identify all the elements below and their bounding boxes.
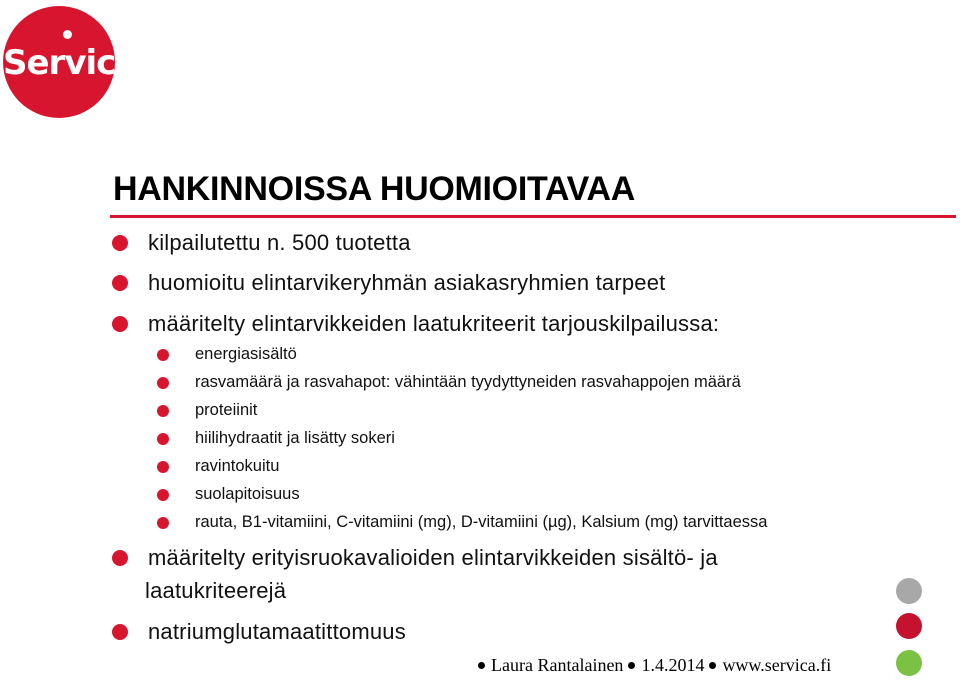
sub-bullet-text: proteiinit [195,401,258,419]
sub-bullet-icon [157,489,169,501]
green-circle-icon [896,650,922,676]
bullet-icon [112,275,128,291]
footer-url[interactable]: www.servica.fi [722,655,832,675]
bullet-icon [112,316,128,332]
bullet-icon [112,624,128,640]
footer-dot-icon [709,662,716,669]
footer-author: Laura Rantalainen [491,655,624,675]
bullet-text: huomioitu elintarvikeryhmän asiakasryhmien tarpeet [148,270,666,295]
bullet-text: kilpailutettu n. 500 tuotetta [148,230,411,255]
sub-bullet-text: ravintokuitu [195,457,280,475]
sub-bullet-item [195,485,300,504]
sub-bullet-text: suolapitoisuus [195,485,300,503]
bullet-item [148,270,665,296]
sub-bullet-item [195,373,741,392]
bullet-item [148,545,718,571]
sub-bullet-text: rasvamäärä ja rasvahapot: vähintään tyydyttyneiden rasvahappojen määrä [195,373,741,391]
footer [478,655,831,676]
sub-bullet-icon [157,377,169,389]
bullet-item [148,311,719,337]
bullet-item [148,619,406,645]
title-underline [110,215,956,218]
footer-dot-icon [478,662,485,669]
bullet-text: määritelty elintarvikkeiden laatukriteerit tarjouskilpailussa: [148,311,720,336]
logo-dot [63,30,72,39]
page-title: HANKINNOISSA HUOMIOITAVAA [113,170,636,208]
logo-text: Servica [3,43,138,83]
sub-bullet-icon [157,349,169,361]
footer-dot-icon [628,662,635,669]
bullet-text: määritelty erityisruokavalioiden elintarvikkeiden sisältö- ja [148,545,718,570]
sub-bullet-icon [157,433,169,445]
sub-bullet-item [195,457,279,476]
bullet-item [148,230,411,256]
sub-bullet-icon [157,517,169,529]
sub-bullet-icon [157,461,169,473]
servica-logo [3,6,138,118]
sub-bullet-text: energiasisältö [195,345,297,363]
bullet-text-continuation: laatukriteerejä [145,578,287,603]
sub-bullet-item [195,429,395,448]
bullet-icon [112,550,128,566]
sub-bullet-icon [157,405,169,417]
bullet-icon [112,235,128,251]
sub-bullet-item [195,345,297,364]
grey-circle-icon [896,578,922,604]
sub-bullet-item [195,401,257,420]
footer-date: 1.4.2014 [641,655,705,675]
sub-bullet-item [195,513,767,532]
bullet-text: natriumglutamaatittomuus [148,619,406,644]
sub-bullet-text: hiilihydraatit ja lisätty sokeri [195,429,395,447]
sub-bullet-text: rauta, B1-vitamiini, C-vitamiini (mg), D-vitamiini (µg), Kalsium (mg) tarvittaessa [195,513,768,531]
red-circle-icon [896,613,922,639]
